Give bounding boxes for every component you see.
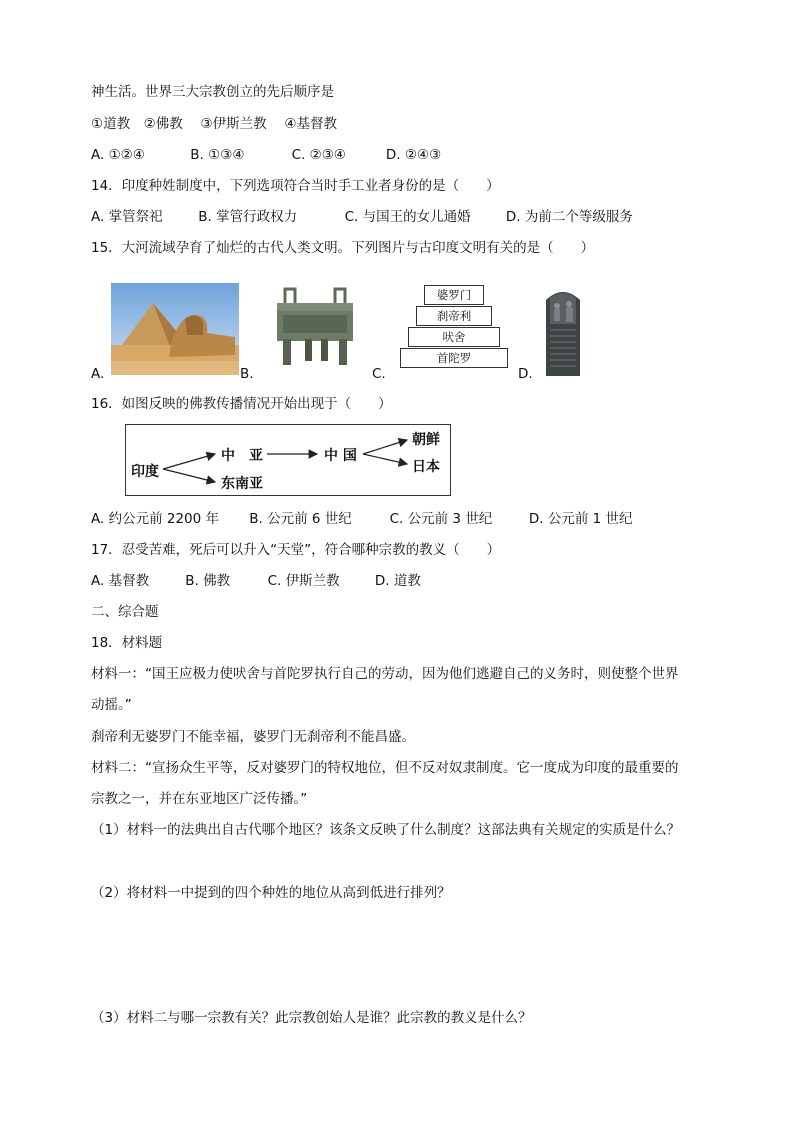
q17-option-c[interactable]: C. 伊斯兰教	[267, 573, 340, 589]
q14-option-c[interactable]: C. 与国王的女儿通婚	[344, 209, 471, 225]
q18-material-1-line-1: 材料一：“国王应极力使吠舍与首陀罗执行自己的劳动，因为他们逃避自己的义务时，则使整个世界	[91, 666, 679, 682]
q15-label-b[interactable]: B.	[240, 366, 254, 382]
caste-kshatriya: 刹帝利	[416, 306, 492, 326]
q18-material-1-line-2: 动摇。”	[91, 697, 132, 713]
q13-option-b[interactable]: B. ①③④	[190, 147, 245, 163]
q15-label-d[interactable]: D.	[518, 366, 533, 382]
q16-options	[91, 509, 633, 529]
caste-pyramid-image[interactable]	[398, 283, 510, 371]
q18-material-2-line-1: 材料二：“宣扬众生平等，反对婆罗门的特权地位，但不反对奴隶制度。它一度成为印度的最重要的	[91, 760, 679, 776]
q17-option-d[interactable]: D. 道教	[374, 573, 421, 589]
q14-option-b[interactable]: B. 掌管行政权力	[198, 209, 298, 225]
q17-option-a[interactable]: A. 基督教	[91, 573, 150, 589]
q16-option-c[interactable]: C. 公元前 3 世纪	[389, 511, 493, 527]
caste-vaishya: 吠舍	[408, 327, 500, 347]
diagram-china: 中 国	[324, 448, 357, 464]
q13-option-c[interactable]: C. ②③④	[291, 147, 346, 163]
caste-shudra: 首陀罗	[400, 348, 508, 368]
q18-sub-question-1: （1）材料一的法典出自古代哪个地区？该条文反映了什么制度？这部法典有关规定的实质是什么？	[91, 822, 681, 838]
section-2-heading: 二、综合题	[91, 604, 159, 620]
buddhism-spread-diagram	[125, 424, 451, 496]
diagram-india: 印度	[131, 464, 159, 480]
q17-options	[91, 571, 421, 591]
q13-option-a[interactable]: A. ①②④	[91, 147, 145, 163]
q14-options	[91, 207, 633, 227]
q14-stem: 14．印度种姓制度中，下列选项符合当时手工业者身份的是（ ）	[91, 178, 500, 194]
diagram-southeast-asia: 东南亚	[221, 476, 263, 492]
q18-material-2-line-2: 宗教之一，并在东亚地区广泛传播。”	[91, 791, 308, 807]
q13-items: ①道教 ②佛教 ③伊斯兰教 ④基督教	[91, 116, 337, 132]
q15-label-a[interactable]: A.	[91, 366, 105, 382]
sphinx-pyramid-image[interactable]	[111, 283, 239, 375]
q16-stem: 16．如图反映的佛教传播情况开始出现于（ ）	[91, 396, 392, 412]
q18-sub-question-2: （2）将材料一中提到的四个种姓的地位从高到低进行排列？	[91, 885, 451, 901]
q17-stem: 17．忍受苦难，死后可以升入“天堂”，符合哪种宗教的教义（ ）	[91, 542, 501, 558]
q14-option-d[interactable]: D. 为前二个等级服务	[505, 209, 633, 225]
q13-option-d[interactable]: D. ②④③	[385, 147, 442, 163]
q17-option-b[interactable]: B. 佛教	[185, 573, 231, 589]
diagram-japan: 日本	[412, 459, 440, 475]
stele-image[interactable]	[540, 284, 586, 376]
bronze-ding-image[interactable]	[265, 283, 365, 373]
q16-option-a[interactable]: A. 约公元前 2200 年	[91, 511, 220, 527]
q13-stem-tail: 神生活。世界三大宗教创立的先后顺序是	[91, 84, 334, 100]
diagram-korea: 朝鲜	[412, 432, 440, 448]
q13-options	[91, 145, 441, 165]
q16-option-d[interactable]: D. 公元前 1 世纪	[528, 511, 633, 527]
q15-label-c[interactable]: C.	[372, 366, 386, 382]
diagram-central-asia: 中 亚	[221, 448, 263, 464]
q18-material-1-line-3: 刹帝利无婆罗门不能幸福，婆罗门无刹帝利不能昌盛。	[91, 729, 415, 745]
q15-stem: 15．大河流域孕育了灿烂的古代人类文明。下列图片与古印度文明有关的是（ ）	[91, 240, 595, 256]
q14-option-a[interactable]: A. 掌管祭祀	[91, 209, 163, 225]
caste-brahmin: 婆罗门	[424, 285, 484, 305]
q18-title: 18．材料题	[91, 635, 163, 651]
q16-option-b[interactable]: B. 公元前 6 世纪	[249, 511, 352, 527]
q18-sub-question-3: （3）材料二与哪一宗教有关？此宗教创始人是谁？此宗教的教义是什么？	[91, 1010, 532, 1026]
